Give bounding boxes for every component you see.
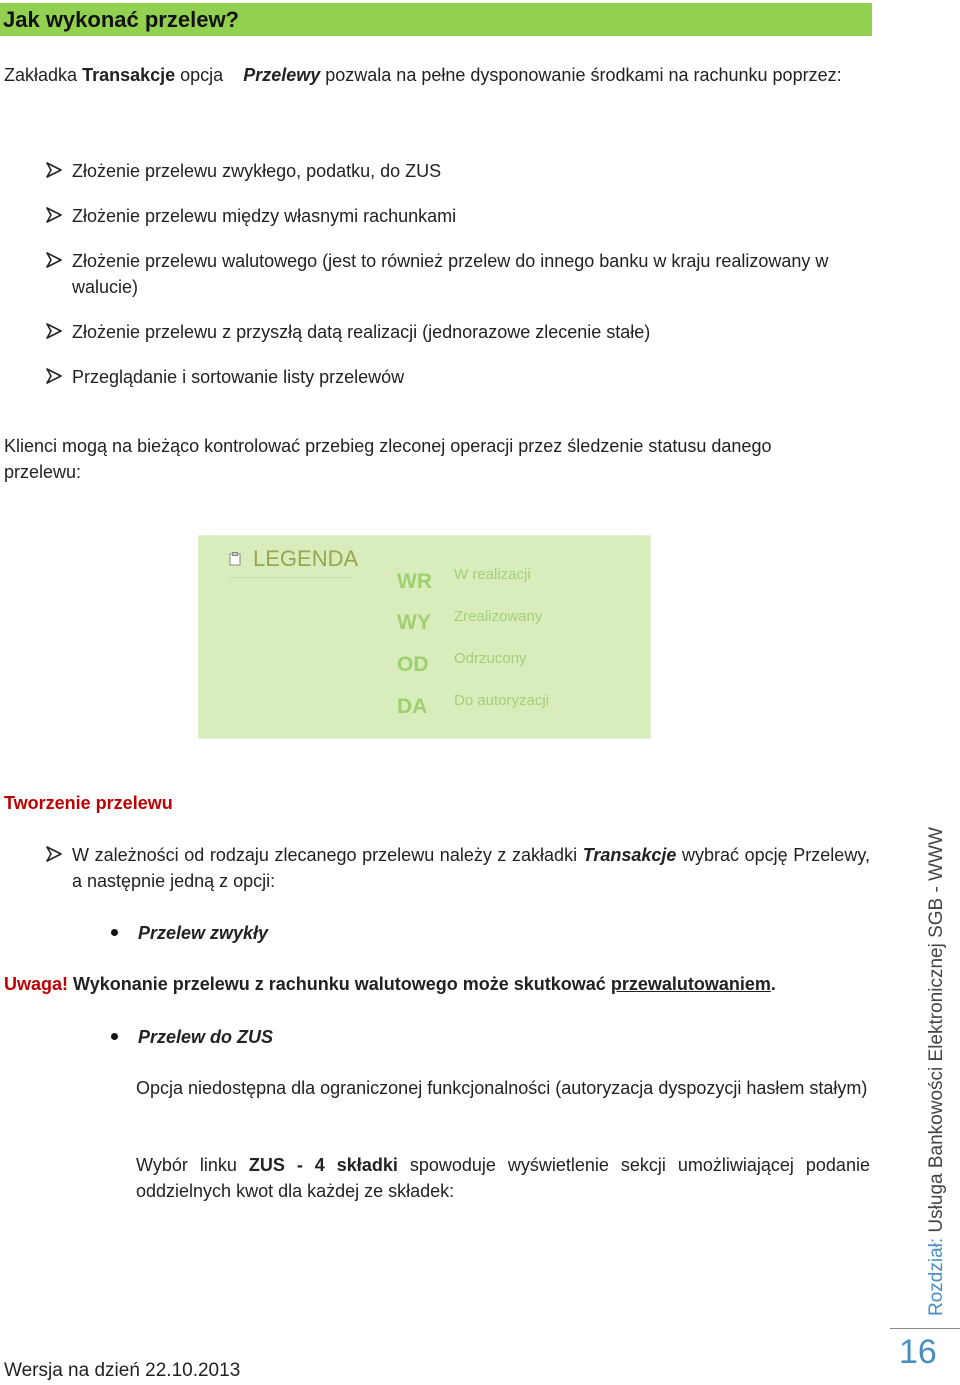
chapter-title: Usługa Bankowości Elektronicznej SGB - WWW <box>926 827 947 1233</box>
arrow-bullet-icon <box>46 323 62 339</box>
legend-divider <box>229 577 353 578</box>
transakcje-label: Transakcje <box>582 845 677 865</box>
legend-title: LEGENDA <box>253 546 359 571</box>
page-title: Jak wykonać przelew? <box>3 7 239 32</box>
zus-note: Opcja niedostępna dla ograniczonej funkcjonalności (autoryzacja dyspozycji hasłem stałym) <box>136 1078 868 1098</box>
section-title-bar <box>0 3 872 36</box>
status-desc-wr: W realizacji <box>454 566 531 583</box>
chapter-sidebar <box>926 827 948 1316</box>
list-item: Złożenie przelewu walutowego (jest to również przelew do innego banku w kraju realizowany w walucie) <box>46 248 870 300</box>
zus-link-description: Wybór linku ZUS - 4 składki spowoduje wyświetlenie sekcji umożliwiającej podanie oddzielnych kwot dla każdej ze składek: <box>136 1155 870 1201</box>
list-item: Przeglądanie i sortowanie listy przelewów <box>46 364 870 390</box>
clipboard-icon <box>229 552 241 566</box>
status-code-da: DA <box>397 695 428 718</box>
chapter-label: Rozdział: <box>926 1237 947 1316</box>
list-item: W zależności od rodzaju zlecanego przelewu należy z zakładki Transakcje wybrać opcję Przelewy, a następnie jedną z opcji: <box>46 842 870 894</box>
warning-note: Uwaga! Wykonanie przelewu z rachunku walutowego może skutkować przewalutowaniem. <box>4 974 776 994</box>
transakcje-label: Transakcje <box>82 65 176 85</box>
zus-link[interactable]: ZUS - 4 składki <box>248 1155 398 1175</box>
bullet-dot <box>111 1033 118 1040</box>
status-desc-da: Do autoryzacji <box>454 692 550 709</box>
status-desc-wy: Zrealizowany <box>454 608 543 625</box>
arrow-bullet-icon <box>46 162 62 178</box>
transfer-type-regular: Przelew zwykły <box>138 923 269 943</box>
page-number-rule <box>890 1328 960 1329</box>
status-code-wy: WY <box>397 611 431 634</box>
status-intro: Klienci mogą na bieżąco kontrolować przebieg zleconej operacji przez śledzenie statusu danego przelewu: <box>4 436 772 482</box>
warning-label: Uwaga! <box>4 974 69 994</box>
page-number: 16 <box>899 1333 937 1371</box>
status-desc-od: Odrzucony <box>454 650 527 667</box>
version-footer: Wersja na dzień 22.10.2013 <box>4 1360 241 1381</box>
list-item: Złożenie przelewu zwykłego, podatku, do ZUS <box>46 158 870 184</box>
status-code-od: OD <box>397 653 429 676</box>
arrow-bullet-icon <box>46 368 62 384</box>
status-legend <box>198 535 651 739</box>
bullet-dot <box>111 929 118 936</box>
arrow-bullet-icon <box>46 252 62 268</box>
przelewy-label: Przelewy <box>243 65 321 85</box>
arrow-bullet-icon <box>46 846 62 862</box>
options-list <box>46 158 870 390</box>
arrow-bullet-icon <box>46 207 62 223</box>
list-item: Złożenie przelewu z przyszłą datą realizacji (jednorazowe zlecenie stałe) <box>46 319 870 345</box>
list-item: Złożenie przelewu między własnymi rachunkami <box>46 203 870 229</box>
section-heading: Tworzenie przelewu <box>4 793 173 813</box>
status-code-wr: WR <box>397 570 432 593</box>
transfer-type-zus: Przelew do ZUS <box>138 1027 274 1047</box>
creation-list <box>46 842 870 894</box>
intro-paragraph: Zakładka Transakcje opcja Przelewy pozwala na pełne dysponowanie środkami na rachunku poprzez: <box>4 65 842 85</box>
przewalutowanie-link[interactable]: przewalutowaniem <box>610 974 771 994</box>
